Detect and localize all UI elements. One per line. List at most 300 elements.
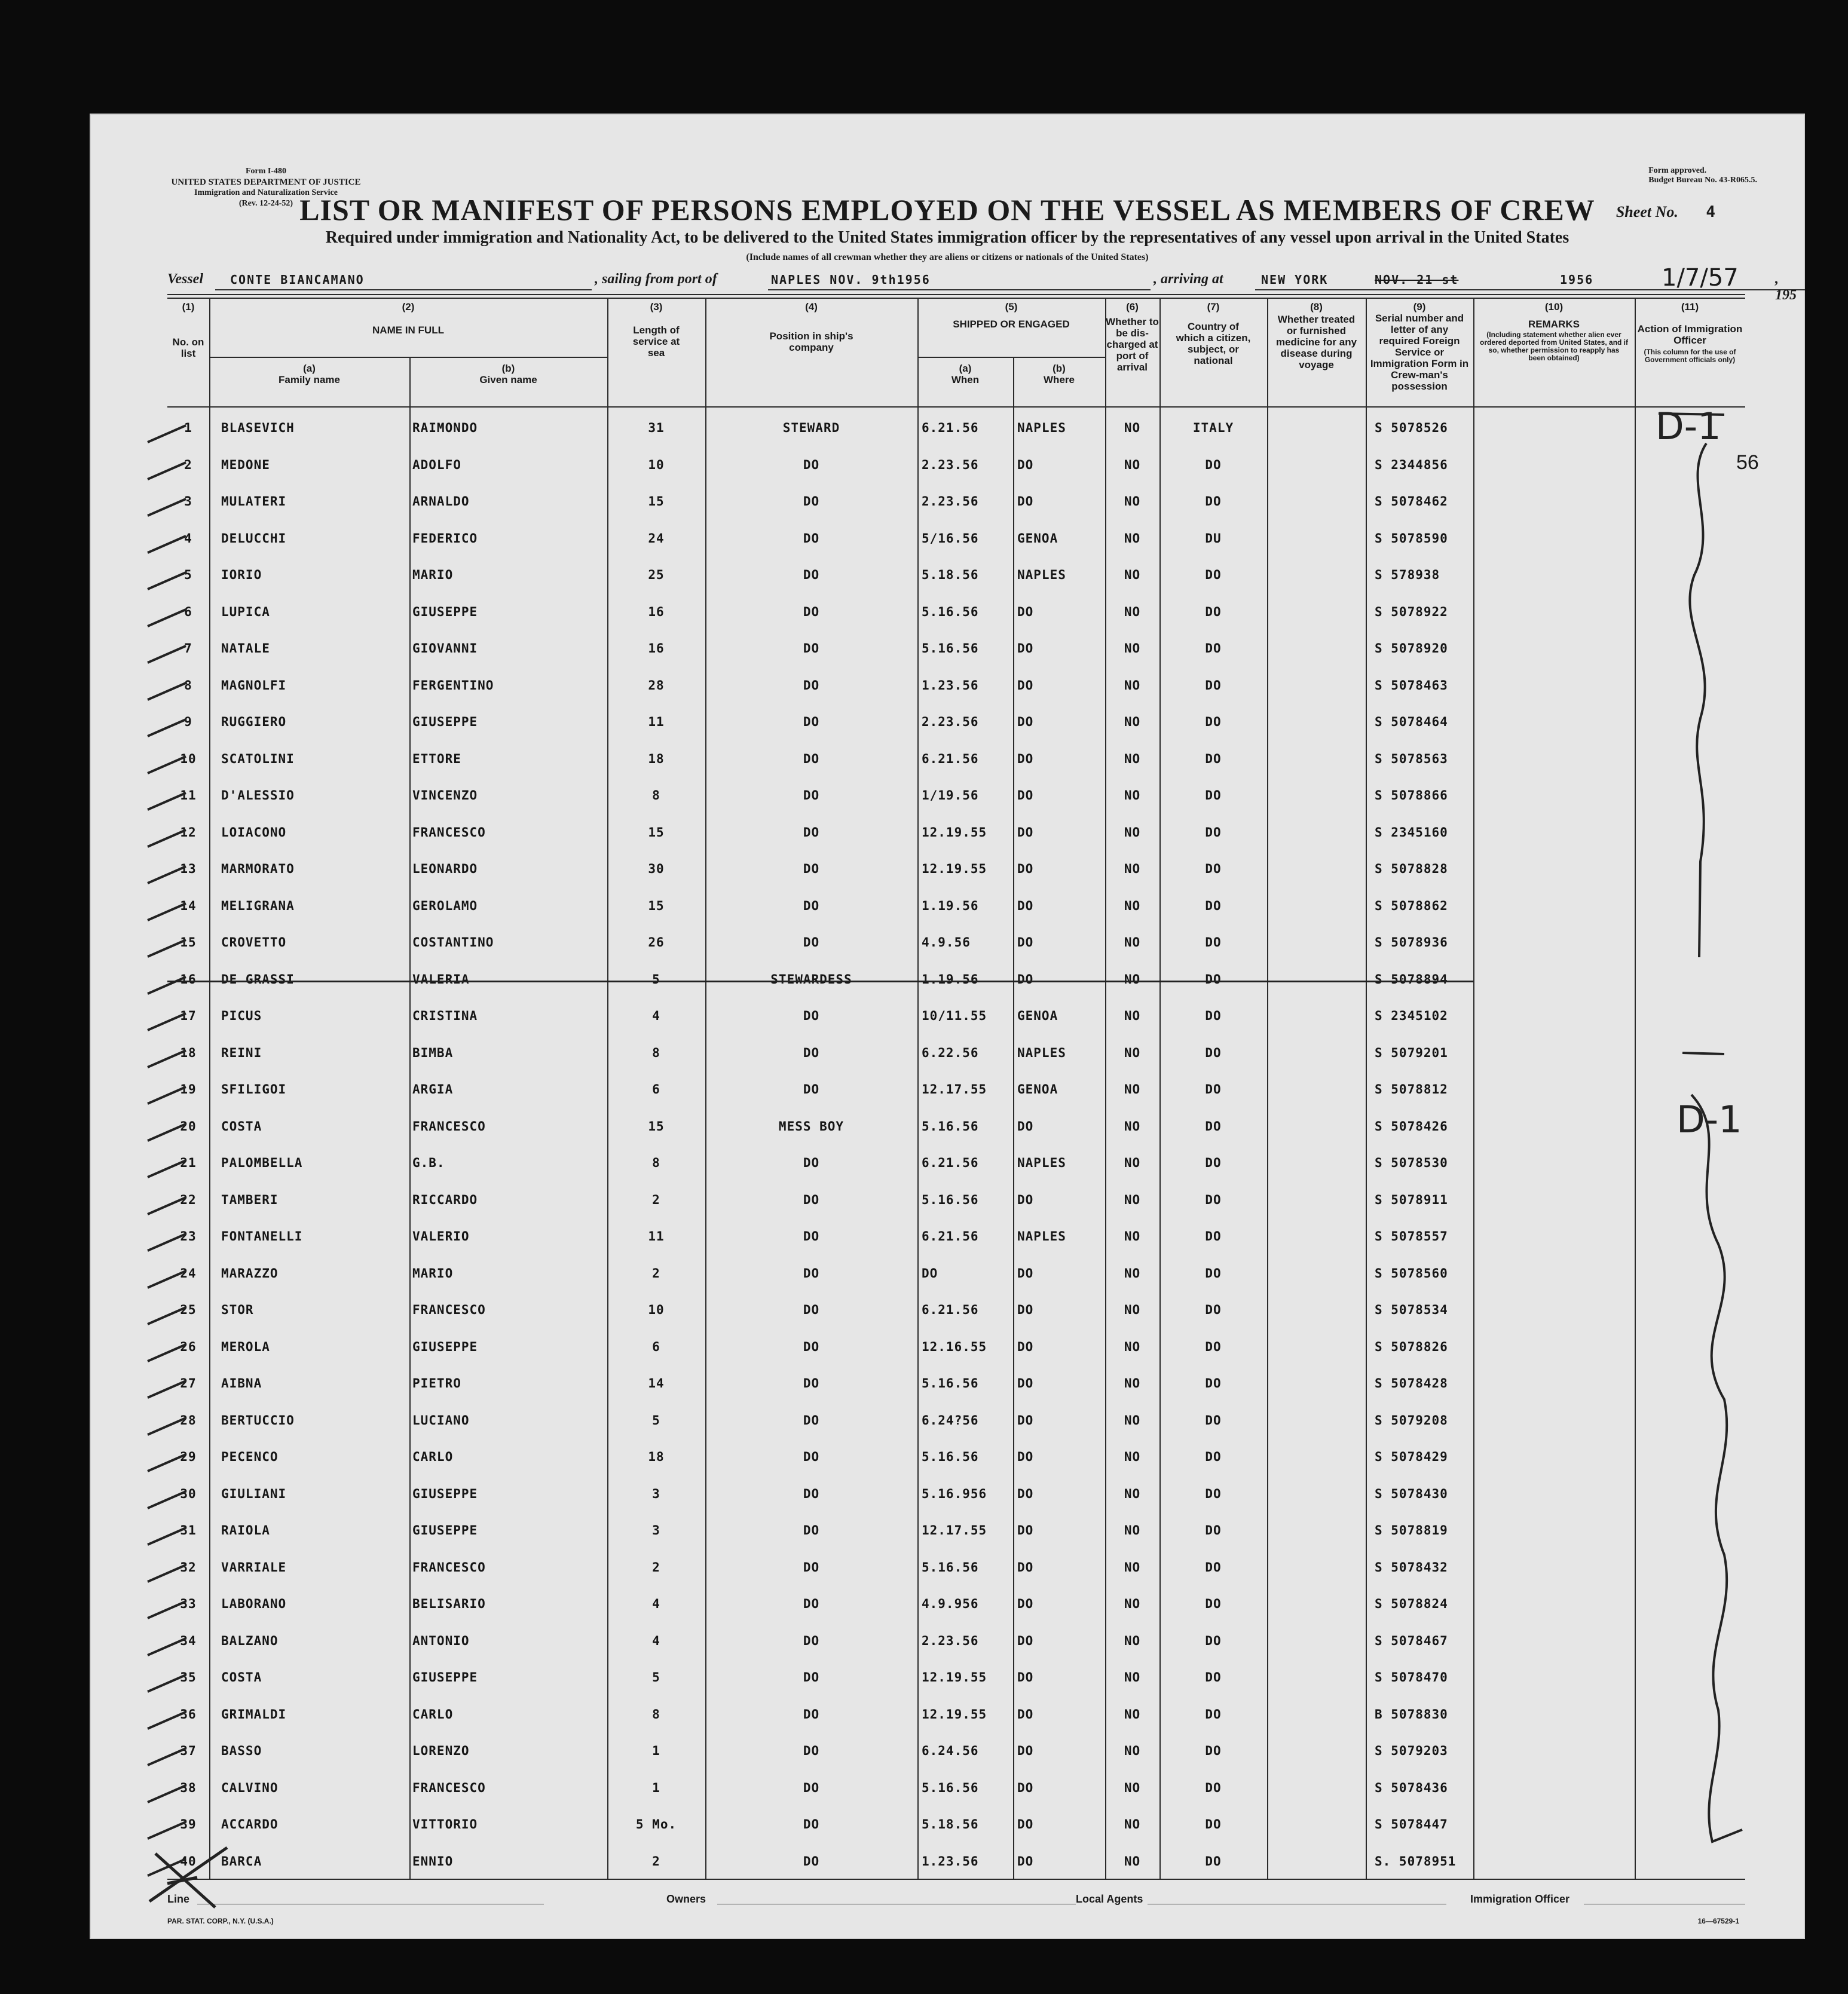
cell-no: 38 [180, 1780, 197, 1795]
cell-position: DO [803, 1156, 820, 1170]
cell-position: DO [803, 1009, 820, 1023]
cell-family: TAMBERI [221, 1192, 279, 1207]
cell-where: NAPLES [1017, 1045, 1066, 1060]
cell-serial: S 5078432 [1375, 1560, 1448, 1575]
cell-position: DO [803, 1045, 820, 1060]
cell-discharge: NO [1124, 1744, 1141, 1758]
cell-serial: S 5079203 [1375, 1744, 1448, 1758]
document-title: LIST OR MANIFEST OF PERSONS EMPLOYED ON THE VESSEL AS MEMBERS OF CREW [299, 193, 1595, 226]
cell-discharge: NO [1124, 1560, 1141, 1575]
cell-position: MESS BOY [778, 1119, 845, 1134]
service-name: Immigration and Naturalization Service [194, 188, 338, 197]
cell-when: 6.21.56 [922, 751, 979, 766]
cell-length: 11 [648, 1229, 665, 1243]
cell-when: 1.19.56 [922, 898, 979, 913]
cell-length: 8 [652, 1045, 660, 1060]
cell-discharge: NO [1124, 1303, 1141, 1317]
footer-officer-label: Immigration Officer [1470, 1893, 1570, 1905]
cell-discharge: NO [1124, 1523, 1141, 1537]
cell-where: DO [1017, 825, 1034, 840]
cell-family: AIBNA [221, 1376, 262, 1390]
cell-when: 12.19.55 [922, 862, 987, 876]
table-row [167, 1736, 1745, 1771]
arrival-year: 1956 [1560, 272, 1594, 287]
cell-where: NAPLES [1017, 421, 1066, 435]
cell-no: 34 [180, 1633, 197, 1648]
cell-where: DO [1017, 1560, 1034, 1575]
check-mark-icon [146, 1341, 188, 1365]
table-row [167, 487, 1745, 522]
check-mark-icon [146, 826, 188, 850]
cell-length: 6 [652, 1339, 660, 1354]
cell-serial: S 5078824 [1375, 1597, 1448, 1611]
cell-length: 2 [652, 1854, 660, 1869]
cell-given: LUCIANO [412, 1413, 470, 1428]
cell-where: GENOA [1017, 1082, 1058, 1096]
cell-length: 1 [652, 1780, 660, 1795]
cell-no: 10 [180, 751, 197, 766]
cell-country: DO [1205, 641, 1222, 656]
table-row [167, 1810, 1745, 1845]
cell-position: DO [803, 751, 820, 766]
cell-no: 19 [180, 1082, 197, 1096]
col1-header [167, 301, 209, 359]
cell-serial: S 5078894 [1375, 972, 1448, 987]
vessel-underline [215, 289, 592, 290]
cell-when: 5.16.56 [922, 641, 979, 656]
cell-where: GENOA [1017, 531, 1058, 546]
cell-when: 5.16.56 [922, 1780, 979, 1795]
cell-no: 26 [180, 1339, 197, 1354]
table-row [167, 1369, 1745, 1404]
cell-no: 16 [180, 972, 197, 987]
cell-given: ETTORE [412, 751, 461, 766]
table-row [167, 1442, 1745, 1477]
cell-no: 11 [180, 788, 197, 802]
cell-family: COSTA [221, 1119, 262, 1134]
cell-country: DO [1205, 1229, 1222, 1243]
cell-where: DO [1017, 641, 1034, 656]
cell-serial: S 5078826 [1375, 1339, 1448, 1354]
cell-serial: S 5078463 [1375, 678, 1448, 693]
strike-through-line [167, 981, 1473, 982]
cell-when: 2.23.56 [922, 1633, 979, 1648]
cell-where: DO [1017, 1744, 1034, 1758]
table-row [167, 1516, 1745, 1551]
cell-where: DO [1017, 1450, 1034, 1464]
col8-title: Whether treated or furnished medicine for any disease during voyage [1275, 314, 1357, 370]
cell-when: 1.23.56 [922, 678, 979, 693]
cell-when: 5.18.56 [922, 568, 979, 582]
check-mark-icon [146, 1635, 188, 1659]
check-mark-icon [146, 1083, 188, 1107]
cell-position: DO [803, 1523, 820, 1537]
cell-no: 1 [184, 421, 192, 435]
table-row [167, 854, 1745, 889]
cell-no: 4 [184, 531, 192, 546]
cell-family: BARCA [221, 1854, 262, 1869]
check-mark-icon [146, 900, 188, 924]
cell-serial: S 5078819 [1375, 1523, 1448, 1537]
cell-country: DO [1205, 568, 1222, 582]
table-row [167, 1774, 1745, 1808]
cell-discharge: NO [1124, 862, 1141, 876]
cell-family: DE GRASSI [221, 972, 295, 987]
cell-given: ARGIA [412, 1082, 454, 1096]
cell-family: COSTA [221, 1670, 262, 1684]
cell-where: NAPLES [1017, 1156, 1066, 1170]
cell-serial: S 5078530 [1375, 1156, 1448, 1170]
cell-country: DO [1205, 972, 1222, 987]
cell-where: DO [1017, 935, 1034, 949]
table-row [167, 1112, 1745, 1147]
col6-number: (6) [1126, 301, 1139, 313]
cell-family: GIULIANI [221, 1486, 287, 1501]
cell-discharge: NO [1124, 788, 1141, 802]
cell-country: ITALY [1192, 421, 1234, 435]
cell-serial: S 5078828 [1375, 862, 1448, 876]
cell-length: 4 [652, 1597, 660, 1611]
cell-discharge: NO [1124, 935, 1141, 949]
cell-length: 5 [652, 1670, 660, 1684]
name-subheader-line [209, 357, 607, 358]
cell-discharge: NO [1124, 898, 1141, 913]
cell-given: VALERIO [412, 1229, 470, 1243]
cell-given: BIMBA [412, 1045, 454, 1060]
cell-when: 4.9.56 [922, 935, 971, 949]
cell-country: DO [1205, 1009, 1222, 1023]
cell-length: 18 [648, 751, 665, 766]
table-row [167, 451, 1745, 485]
cell-country: DO [1205, 1266, 1222, 1281]
cell-family: BALZANO [221, 1633, 279, 1648]
cell-no: 17 [180, 1009, 197, 1023]
cell-where: DO [1017, 1707, 1034, 1722]
cell-serial: S 578938 [1375, 568, 1440, 582]
cell-when: 1.19.56 [922, 972, 979, 987]
table-top-border-double [167, 298, 1745, 299]
cell-country: DO [1205, 1082, 1222, 1096]
cell-serial: S 5078922 [1375, 604, 1448, 619]
cell-given: G.B. [412, 1156, 445, 1170]
check-mark-icon [146, 1488, 188, 1512]
cell-position: DO [803, 1303, 820, 1317]
cell-position: DO [803, 1817, 820, 1831]
col5a-title: When [951, 374, 980, 385]
cell-position: DO [803, 494, 820, 509]
cell-where: DO [1017, 1780, 1034, 1795]
col2-header [209, 301, 607, 336]
cell-where: DO [1017, 1192, 1034, 1207]
cell-country: DO [1205, 604, 1222, 619]
col5-header [917, 301, 1105, 330]
check-mark-icon [146, 569, 188, 593]
cell-given: GIUSEPPE [412, 715, 478, 729]
cell-when: 12.17.55 [922, 1523, 987, 1537]
cell-when: 5.16.56 [922, 1450, 979, 1464]
cell-family: LUPICA [221, 604, 270, 619]
cell-length: 10 [648, 457, 665, 472]
cell-position: DO [803, 715, 820, 729]
check-mark-icon [146, 459, 188, 483]
cell-serial: B 5078830 [1375, 1707, 1448, 1722]
cell-country: DO [1205, 1119, 1222, 1134]
cell-family: NATALE [221, 641, 270, 656]
cell-family: BASSO [221, 1744, 262, 1758]
cell-no: 6 [184, 604, 192, 619]
cell-discharge: NO [1124, 751, 1141, 766]
cell-where: DO [1017, 972, 1034, 987]
cell-where: DO [1017, 494, 1034, 509]
cell-serial: S 5078563 [1375, 751, 1448, 766]
col2a-number: (a) [303, 363, 316, 374]
cell-given: GIUSEPPE [412, 1486, 478, 1501]
cell-serial: S 2345102 [1375, 1009, 1448, 1023]
check-mark-icon [146, 789, 188, 813]
cell-discharge: NO [1124, 972, 1141, 987]
cell-when: 12.19.55 [922, 1670, 987, 1684]
col10-number: (10) [1544, 301, 1564, 313]
table-row [167, 1847, 1745, 1882]
cell-family: MAGNOLFI [221, 678, 287, 693]
table-row [167, 1001, 1745, 1036]
printer-imprint: PAR. STAT. CORP., N.Y. (U.S.A.) [167, 1917, 274, 1925]
cell-discharge: NO [1124, 1229, 1141, 1243]
cell-no: 12 [180, 825, 197, 840]
budget-approval [1648, 166, 1757, 185]
cell-discharge: NO [1124, 825, 1141, 840]
cell-when: 6.21.56 [922, 421, 979, 435]
cell-given: FRANCESCO [412, 825, 486, 840]
cell-where: DO [1017, 1633, 1034, 1648]
cell-where: DO [1017, 457, 1034, 472]
cell-no: 37 [180, 1744, 197, 1758]
cell-serial: S 5078464 [1375, 715, 1448, 729]
cell-length: 26 [648, 935, 665, 949]
col2a-title: Family name [279, 374, 340, 385]
cell-where: DO [1017, 751, 1034, 766]
col9-header [1366, 301, 1473, 392]
cell-no: 39 [180, 1817, 197, 1831]
cell-no: 29 [180, 1450, 197, 1464]
cell-country: DO [1205, 1413, 1222, 1428]
cell-length: 15 [648, 825, 665, 840]
col3-header [607, 301, 705, 359]
check-mark-icon [146, 606, 188, 630]
cell-where: NAPLES [1017, 1229, 1066, 1243]
cell-family: BLASEVICH [221, 421, 295, 435]
cell-serial: S. 5078951 [1375, 1854, 1457, 1869]
check-mark-icon [146, 1414, 188, 1438]
cell-position: DO [803, 678, 820, 693]
table-row [167, 1663, 1745, 1698]
cell-country: DO [1205, 494, 1222, 509]
cell-length: 15 [648, 898, 665, 913]
check-mark-icon [146, 679, 188, 703]
col7-number: (7) [1207, 301, 1220, 313]
cell-length: 4 [652, 1633, 660, 1648]
cell-when: 2.23.56 [922, 457, 979, 472]
cell-family: SFILIGOI [221, 1082, 287, 1096]
footer-owners-label: Owners [666, 1893, 706, 1905]
cell-serial: S 2344856 [1375, 457, 1448, 472]
table-row [167, 1148, 1745, 1183]
cell-country: DO [1205, 788, 1222, 802]
cell-serial: S 5078428 [1375, 1376, 1448, 1390]
col10-note: (Including statement whether alien ever ordered deported from United States, and if so, whether permission to reapply has been obtained) [1479, 330, 1629, 362]
cell-length: 15 [648, 1119, 665, 1134]
cell-length: 8 [652, 1707, 660, 1722]
col4-header [705, 301, 917, 353]
vessel-name: CONTE BIANCAMANO [230, 272, 365, 287]
cell-given: COSTANTINO [412, 935, 494, 949]
col11-note: (This column for the use of Government officials only) [1644, 348, 1736, 364]
cell-serial: S 5078866 [1375, 788, 1448, 802]
col5-title: SHIPPED OR ENGAGED [953, 318, 1070, 330]
col10-header [1473, 301, 1635, 362]
cell-position: DO [803, 457, 820, 472]
cell-when: 5.18.56 [922, 1817, 979, 1831]
cell-discharge: NO [1124, 568, 1141, 582]
cell-no: 21 [180, 1156, 197, 1170]
cell-family: STOR [221, 1303, 254, 1317]
col7-header [1159, 301, 1267, 366]
action-mark-d1-top: D-1 [1656, 405, 1721, 448]
cell-discharge: NO [1124, 494, 1141, 509]
col6-title: Whether to be dis-charged at port of arrival [1106, 316, 1159, 373]
cell-serial: S 5078526 [1375, 421, 1448, 435]
table-row [167, 1406, 1745, 1441]
cell-family: MELIGRANA [221, 898, 295, 913]
table-row [167, 1627, 1745, 1661]
cell-family: FONTANELLI [221, 1229, 303, 1243]
table-row [167, 1039, 1745, 1073]
cell-given: CARLO [412, 1707, 454, 1722]
cell-family: MULATERI [221, 494, 287, 509]
cell-family: MEROLA [221, 1339, 270, 1354]
cell-discharge: NO [1124, 1780, 1141, 1795]
check-mark-icon [146, 1561, 188, 1585]
cell-no: 25 [180, 1303, 197, 1317]
cell-country: DO [1205, 751, 1222, 766]
cell-no: 22 [180, 1192, 197, 1207]
cell-length: 24 [648, 531, 665, 546]
cell-serial: S 5078436 [1375, 1780, 1448, 1795]
cell-no: 35 [180, 1670, 197, 1684]
cell-serial: S 5078862 [1375, 898, 1448, 913]
cell-when: 12.17.55 [922, 1082, 987, 1096]
cell-family: IORIO [221, 568, 262, 582]
cell-country: DO [1205, 898, 1222, 913]
table-row [167, 745, 1745, 779]
cell-given: LEONARDO [412, 862, 478, 876]
check-mark-icon [146, 532, 188, 556]
check-mark-icon [146, 1524, 188, 1548]
col8-header [1267, 301, 1366, 370]
table-row [167, 1075, 1745, 1110]
cell-serial: S 5078936 [1375, 935, 1448, 949]
cell-no: 8 [184, 678, 192, 693]
cell-family: PALOMBELLA [221, 1156, 303, 1170]
cell-family: MEDONE [221, 457, 270, 472]
cell-serial: S 5078430 [1375, 1486, 1448, 1501]
form-number: Form I-480 [245, 167, 287, 176]
cell-given: ENNIO [412, 1854, 454, 1869]
arriving-date-struck: NOV. 21 st [1375, 272, 1459, 287]
check-mark-icon [146, 1267, 188, 1291]
check-mark-icon [146, 1782, 188, 1806]
cell-given: GIUSEPPE [412, 1339, 478, 1354]
action-wavy-line [1635, 408, 1745, 1883]
cell-serial: S 5078429 [1375, 1450, 1448, 1464]
cell-length: 4 [652, 1009, 660, 1023]
check-mark-icon [146, 753, 188, 777]
cell-given: ADOLFO [412, 457, 461, 472]
table-row [167, 1222, 1745, 1257]
cell-given: VITTORIO [412, 1817, 478, 1831]
cell-position: DO [803, 862, 820, 876]
cell-when: 1/19.56 [922, 788, 979, 802]
cell-discharge: NO [1124, 641, 1141, 656]
cell-where: DO [1017, 898, 1034, 913]
cell-given: FERGENTINO [412, 678, 494, 693]
table-row [167, 1333, 1745, 1367]
cell-discharge: NO [1124, 421, 1141, 435]
cell-family: MARAZZO [221, 1266, 279, 1281]
cell-country: DO [1205, 1780, 1222, 1795]
col5a-header [917, 363, 1013, 385]
cell-serial: S 5078534 [1375, 1303, 1448, 1317]
cell-discharge: NO [1124, 1854, 1141, 1869]
revision-date: (Rev. 12-24-52) [238, 199, 293, 208]
cell-where: DO [1017, 1597, 1034, 1611]
cell-country: DO [1205, 825, 1222, 840]
footer-agents-label: Local Agents [1076, 1893, 1143, 1905]
cell-family: ACCARDO [221, 1817, 279, 1831]
cell-family: RUGGIERO [221, 715, 287, 729]
cell-country: DO [1205, 1670, 1222, 1684]
cell-position: DO [803, 1854, 820, 1869]
col11-title: Action of Immigration Officer [1637, 323, 1743, 346]
cell-given: RAIMONDO [412, 421, 478, 435]
col5b-header [1013, 363, 1105, 385]
cell-family: PECENCO [221, 1450, 279, 1464]
col2b-title: Given name [479, 374, 537, 385]
cell-position: DO [803, 1192, 820, 1207]
cell-discharge: NO [1124, 457, 1141, 472]
cell-position: DO [803, 1486, 820, 1501]
cell-position: DO [803, 1780, 820, 1795]
cell-position: DO [803, 1633, 820, 1648]
col9-number: (9) [1413, 301, 1426, 313]
cell-country: DO [1205, 935, 1222, 949]
table-row [167, 818, 1745, 853]
cell-country: DO [1205, 1486, 1222, 1501]
cell-given: PIETRO [412, 1376, 461, 1390]
cell-when: DO [922, 1266, 938, 1281]
crew-table [167, 294, 1745, 1888]
cell-when: 12.19.55 [922, 1707, 987, 1722]
cell-family: LABORANO [221, 1597, 287, 1611]
cell-position: DO [803, 641, 820, 656]
cell-where: DO [1017, 862, 1034, 876]
cell-when: 6.24?56 [922, 1413, 979, 1428]
cell-country: DO [1205, 1597, 1222, 1611]
cell-position: DO [803, 1229, 820, 1243]
cell-serial: S 5079201 [1375, 1045, 1448, 1060]
cell-no: 13 [180, 862, 197, 876]
cell-position: DO [803, 935, 820, 949]
